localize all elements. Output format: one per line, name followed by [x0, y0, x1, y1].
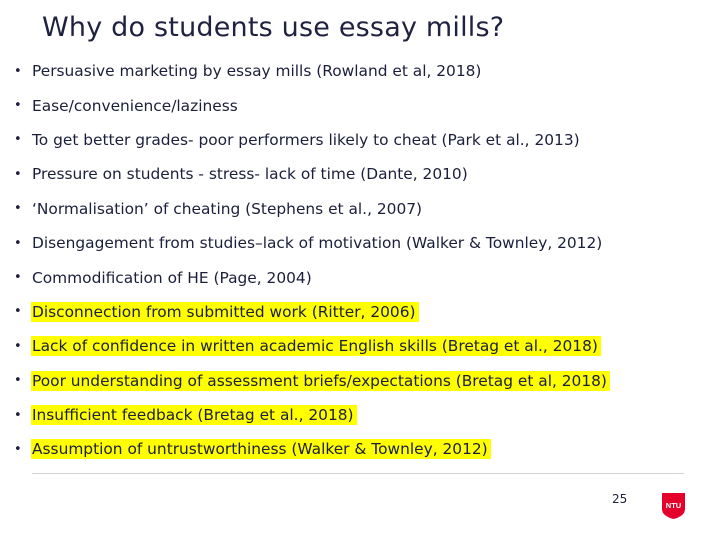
bullet-text: Assumption of untrustworthiness (Walker & Townley, 2012)	[31, 439, 491, 459]
bullet-dot-icon: •	[14, 63, 22, 79]
bullet-dot-icon: •	[14, 373, 22, 389]
bullet-item	[14, 157, 714, 191]
bullet-dot-icon: •	[14, 304, 22, 320]
bullet-text: Disengagement from studies–lack of motivation (Walker & Townley, 2012)	[32, 234, 603, 253]
ntu-logo-text: NTU	[665, 501, 682, 510]
bullet-text: ‘Normalisation’ of cheating (Stephens et al., 2007)	[32, 199, 423, 218]
bullet-dot-icon: •	[14, 132, 22, 148]
bullet-item	[14, 123, 714, 157]
bullet-text: Poor understanding of assessment briefs/expectations (Bretag et al, 2018)	[31, 371, 610, 391]
bullet-item	[14, 54, 714, 88]
bullet-item	[14, 295, 714, 329]
bullet-text: Persuasive marketing by essay mills (Rowland et al, 2018)	[32, 62, 482, 81]
bullet-text: Ease/convenience/laziness	[32, 96, 238, 115]
bullet-item	[14, 226, 714, 260]
bullet-text: To get better grades- poor performers likely to cheat (Park et al., 2013)	[32, 130, 580, 149]
bullet-item	[14, 398, 714, 432]
bullet-item	[14, 432, 714, 466]
bullet-dot-icon: •	[14, 338, 22, 354]
bullet-item	[14, 364, 714, 398]
bullet-dot-icon: •	[14, 98, 22, 114]
slide-title: Why do students use essay mills?	[42, 12, 505, 43]
bullet-dot-icon: •	[14, 235, 22, 251]
bullet-text: Pressure on students - stress- lack of time (Dante, 2010)	[32, 165, 468, 184]
bullet-dot-icon: •	[14, 166, 22, 182]
page-number: 25	[612, 492, 628, 506]
bullet-item	[14, 192, 714, 226]
bullet-dot-icon: •	[14, 201, 22, 217]
bullet-text: Insufficient feedback (Bretag et al., 2018)	[31, 405, 357, 425]
bullet-item	[14, 329, 714, 363]
bullet-text: Commodification of HE (Page, 2004)	[32, 268, 312, 287]
bullet-dot-icon: •	[14, 270, 22, 286]
bullet-text: Lack of confidence in written academic English skills (Bretag et al., 2018)	[31, 336, 601, 356]
bullet-list	[14, 54, 714, 467]
bullet-dot-icon: •	[14, 441, 22, 457]
ntu-logo-icon	[661, 492, 686, 520]
bullet-item	[14, 260, 714, 294]
footer-divider	[32, 473, 684, 474]
bullet-item	[14, 88, 714, 122]
bullet-text: Disconnection from submitted work (Ritter, 2006)	[31, 302, 419, 322]
bullet-dot-icon: •	[14, 407, 22, 423]
